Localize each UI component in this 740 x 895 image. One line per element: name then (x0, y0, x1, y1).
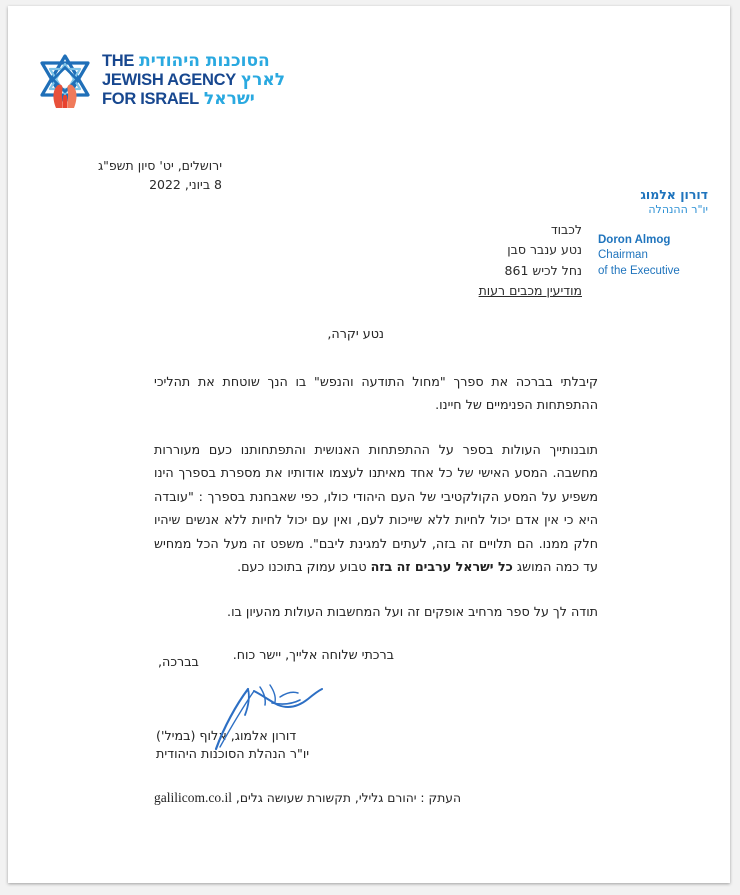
paragraph-2-emphasis: כל ישראל ערבים זה בזה (370, 559, 513, 574)
chairman-identity-panel (598, 187, 708, 279)
cc-label: העתק : יהורם גלילי, תקשורת שעושה גלים, (235, 791, 462, 805)
logo-line2-en: JEWISH AGENCY (102, 70, 236, 89)
logo-line-2 (102, 69, 286, 91)
address-street: נחל לכיש 861 (504, 262, 582, 278)
logo-wordmark (102, 50, 286, 110)
chairman-role-hebrew: יו"ר ההנהלה (648, 202, 708, 216)
logo-line3-he: ישראל (203, 88, 255, 109)
logo-line-3 (102, 88, 285, 110)
signoff-name-line1: דורון אלמוג, אלוף (במיל') (156, 728, 297, 743)
gregorian-date: 8 ביוני, 2022 (149, 177, 222, 193)
logo-line1-en: THE (102, 51, 135, 70)
paragraph-2-text-a: תובנותייך העולות בספר על ההתפתחות האנושית והתפתחותנו כעם מעוררות מחשבה. המסע האישי של כל אחד מאיתנו לעצמו אודותיו את מספרת בספרך הינו משפיע על המסע הקולקטיבי של העם היהודי כולו, כפי שאבחנת בספרך : "עובדה היא כי אין אדם יכול לחיות ללא שייכות לעם, ואין עם יכול לחיות ללא אנשים שיהיו חלק ממנו. הם תלויים זה בזה, לעתים למגינת ליבם". משפט זה מעל הכל ממחיש עד כמה המושג (154, 441, 598, 574)
signoff-name-line2: יו"ר הנהלת הסוכנות היהודית (156, 746, 310, 762)
star-of-david-with-hands-icon (34, 50, 96, 112)
chairman-identity-english (598, 233, 708, 280)
closing-thanks-line: תודה לך על ספר מרחיב אופקים זה ועל המחשבות העולות מהעיון בו. (227, 603, 598, 619)
chairman-role-english-line1: Chairman (598, 249, 648, 262)
cc-website-url: galilicom.co.il (154, 790, 232, 805)
logo-line3-en: FOR ISRAEL (102, 89, 199, 108)
handwritten-signature (154, 675, 454, 737)
address-salutation: לכבוד (550, 222, 582, 237)
cc-footer (154, 790, 598, 806)
recipient-address-block (479, 220, 582, 301)
jewish-agency-logo (34, 50, 285, 112)
logo-line2-he: לארץ (240, 69, 286, 90)
logo-line-1 (102, 50, 285, 72)
closing-blessing-line: ברכתי שלוחה אלייך, יישר כוח. (232, 647, 394, 662)
signoff-regards: בברכה, (158, 654, 199, 669)
logo-line1-he: הסוכנות היהודית (139, 50, 270, 71)
chairman-role-english-line2: of the Executive (598, 264, 680, 277)
body-paragraph-2 (154, 438, 598, 579)
hebrew-date: ירושלים, יט' סיון תשפ"ג (97, 158, 222, 173)
date-block (70, 156, 222, 195)
letter-body (154, 322, 598, 671)
paragraph-2-text-b: טבוע עמוק בתוכנו כעם. (237, 559, 371, 574)
chairman-name-hebrew: דורון אלמוג (640, 187, 708, 202)
body-paragraph-1: קיבלתי בברכה את ספרך "מחול התודעה והנפש" בו הנך שוטחת את תהליכי ההתפתחות הפנימיים של חיינו. (154, 373, 598, 412)
chairman-name-english: Doron Almog (598, 233, 671, 246)
letter-page (8, 6, 730, 883)
signoff-block (154, 654, 454, 764)
address-city: מודיעין מכבים רעות (478, 282, 582, 298)
address-recipient-name: נטע ענבר סבן (507, 242, 582, 258)
greeting-line: נטע יקרה, (327, 326, 384, 341)
